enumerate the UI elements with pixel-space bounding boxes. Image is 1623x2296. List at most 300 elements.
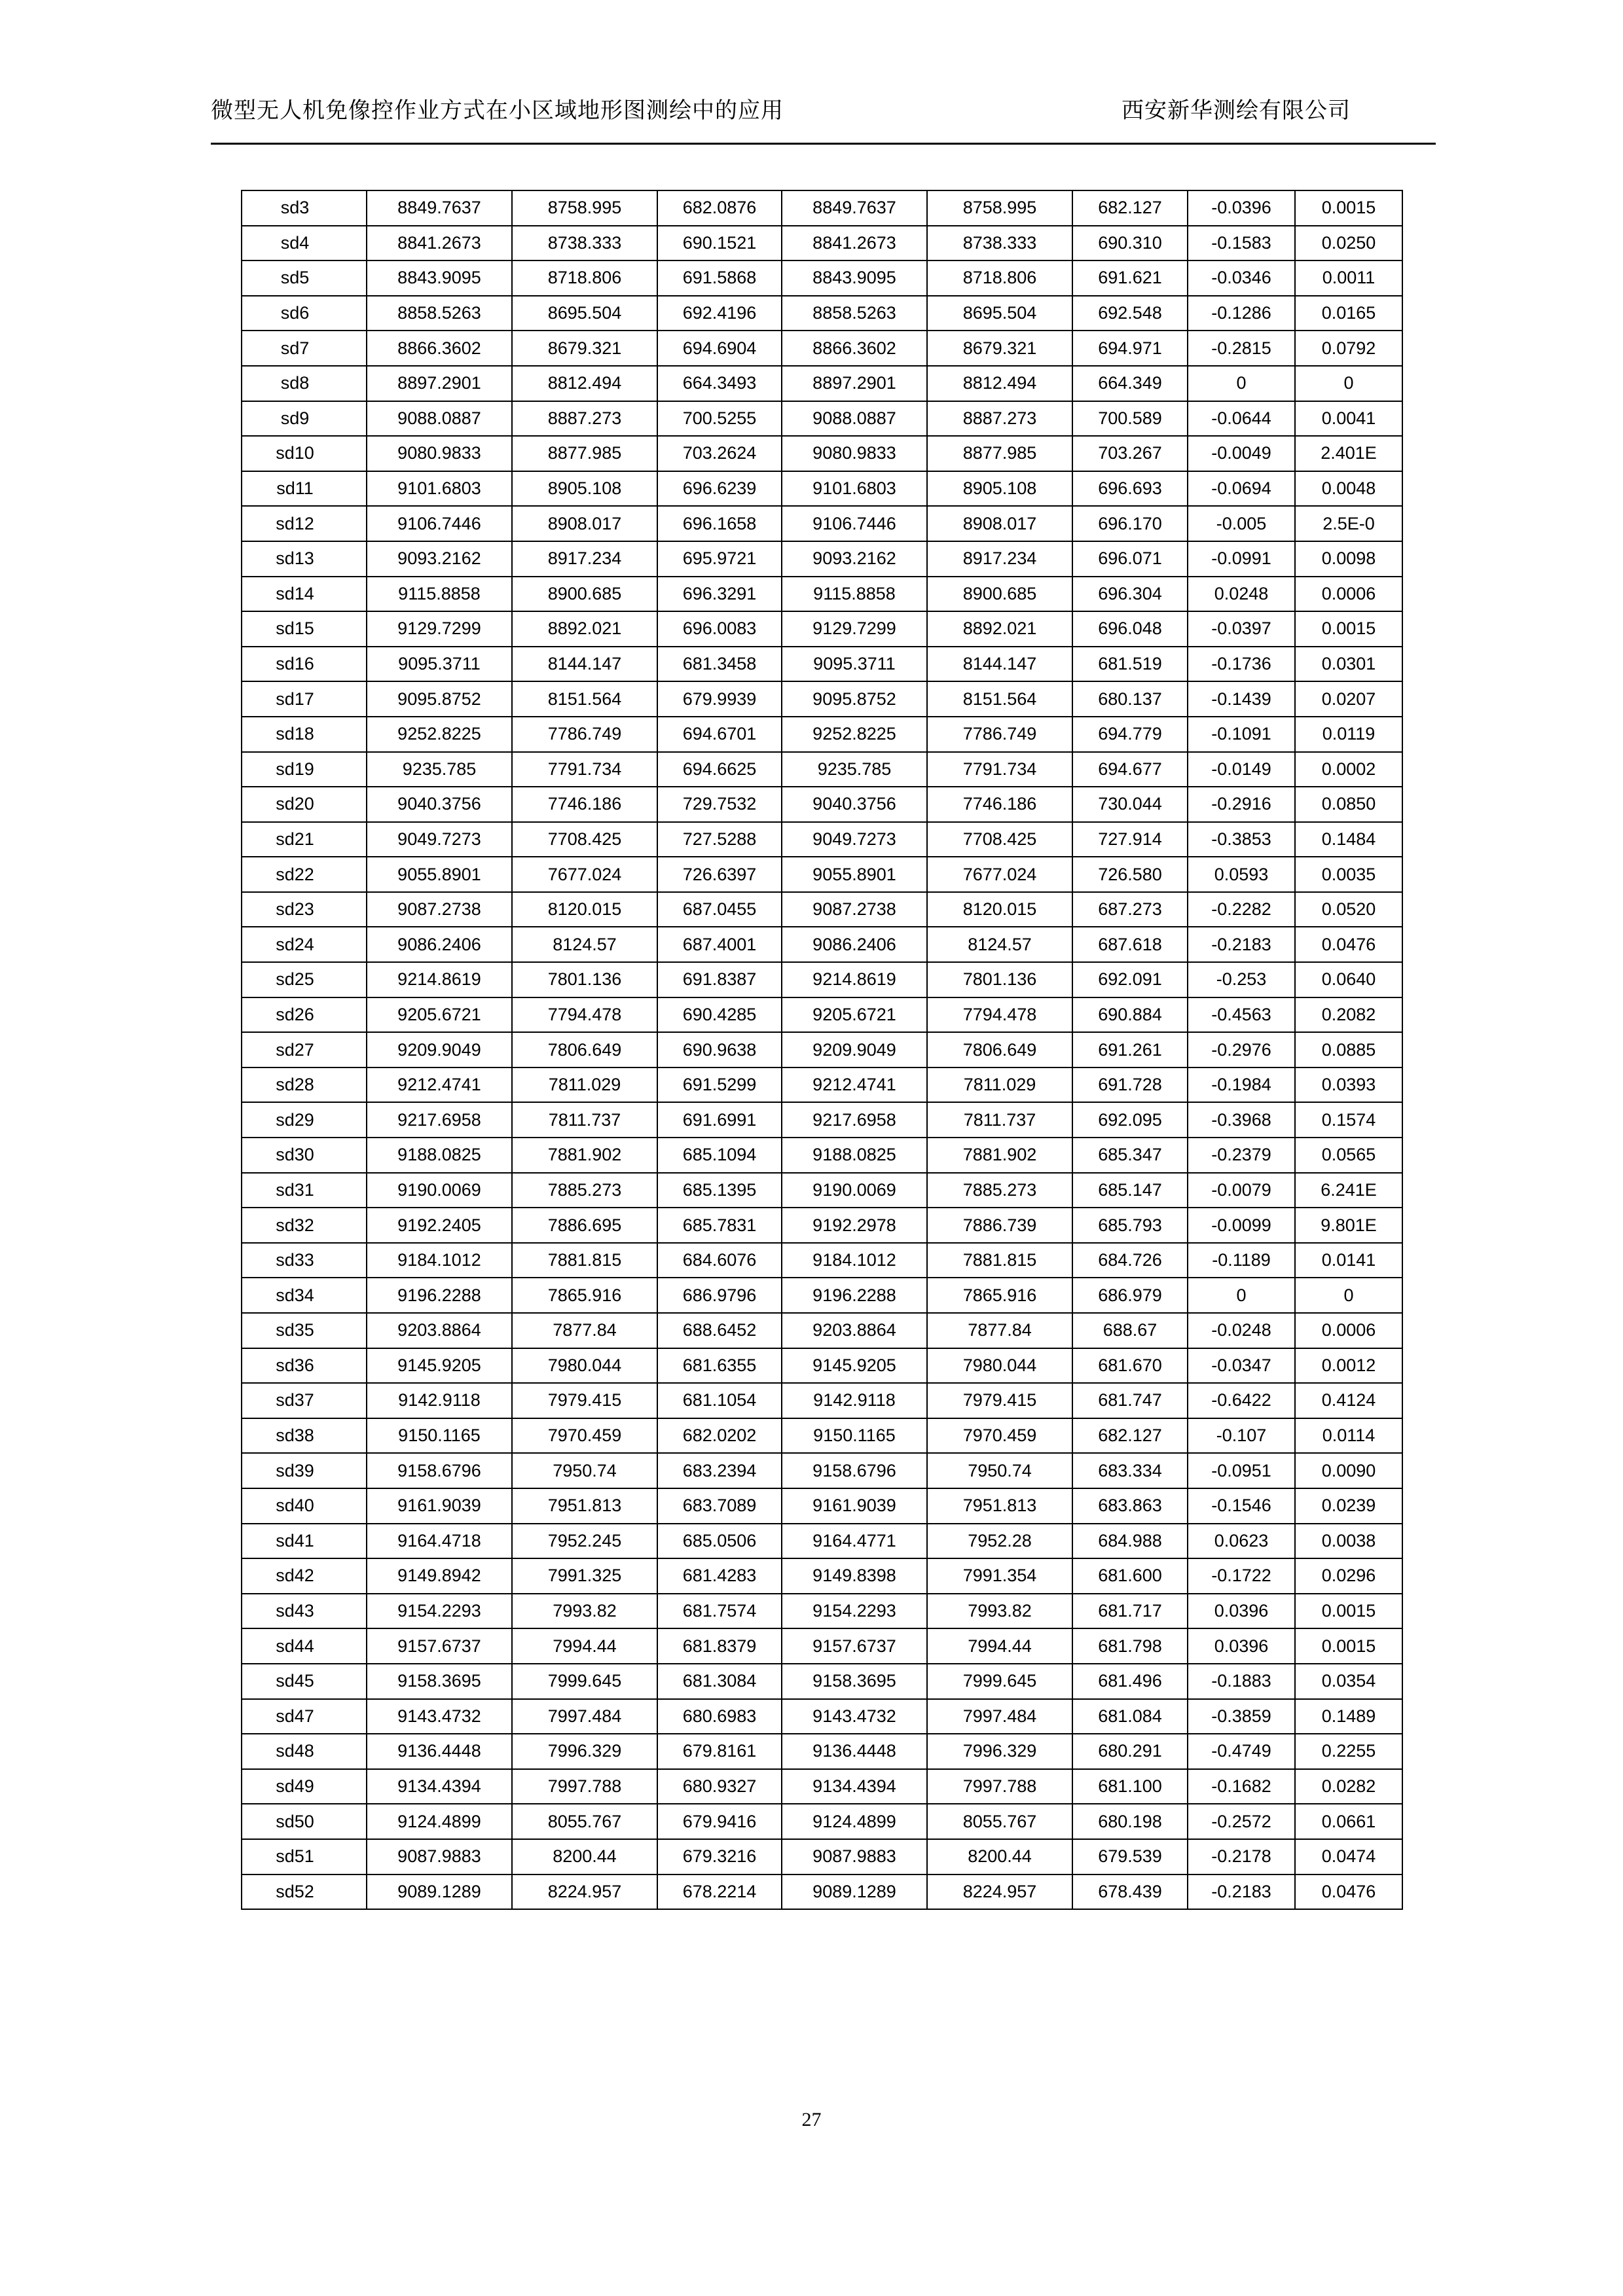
cell-point-id: sd34 bbox=[242, 1278, 367, 1313]
cell-value: 8120.015 bbox=[512, 892, 657, 927]
running-header bbox=[211, 98, 1436, 125]
cell-value: 9184.1012 bbox=[782, 1243, 927, 1278]
table-row bbox=[242, 1032, 1402, 1067]
cell-value: 685.0506 bbox=[657, 1524, 782, 1559]
table-row bbox=[242, 962, 1402, 997]
table-row bbox=[242, 1524, 1402, 1559]
cell-value: -0.0346 bbox=[1188, 260, 1295, 296]
cell-point-id: sd35 bbox=[242, 1313, 367, 1348]
cell-value: 9209.9049 bbox=[367, 1032, 512, 1067]
cell-value: 681.717 bbox=[1072, 1594, 1188, 1629]
cell-value: 726.580 bbox=[1072, 857, 1188, 892]
cell-value: 692.4196 bbox=[657, 296, 782, 331]
cell-value: 0.0850 bbox=[1295, 787, 1402, 822]
cell-point-id: sd20 bbox=[242, 787, 367, 822]
cell-value: 9205.6721 bbox=[367, 997, 512, 1033]
cell-value: 7677.024 bbox=[512, 857, 657, 892]
cell-value: 0.0041 bbox=[1295, 401, 1402, 437]
cell-value: 8905.108 bbox=[512, 471, 657, 507]
cell-point-id: sd11 bbox=[242, 471, 367, 507]
table-row bbox=[242, 331, 1402, 366]
cell-value: 688.67 bbox=[1072, 1313, 1188, 1348]
cell-value: 681.3084 bbox=[657, 1664, 782, 1699]
table-row bbox=[242, 1594, 1402, 1629]
cell-value: 0.0165 bbox=[1295, 296, 1402, 331]
cell-value: -0.4563 bbox=[1188, 997, 1295, 1033]
table-row bbox=[242, 1383, 1402, 1418]
cell-value: 0.0141 bbox=[1295, 1243, 1402, 1278]
table-row bbox=[242, 927, 1402, 962]
cell-value: 703.267 bbox=[1072, 436, 1188, 471]
cell-value: 7886.739 bbox=[927, 1208, 1072, 1243]
cell-value: 9101.6803 bbox=[367, 471, 512, 507]
cell-value: 0.0476 bbox=[1295, 1874, 1402, 1910]
cell-value: 9134.4394 bbox=[367, 1769, 512, 1804]
cell-value: 9164.4771 bbox=[782, 1524, 927, 1559]
table-row bbox=[242, 1102, 1402, 1138]
cell-value: 7950.74 bbox=[927, 1453, 1072, 1488]
cell-point-id: sd15 bbox=[242, 611, 367, 647]
cell-value: 8849.7637 bbox=[367, 190, 512, 226]
cell-value: 9158.3695 bbox=[782, 1664, 927, 1699]
cell-value: 680.9327 bbox=[657, 1769, 782, 1804]
cell-value: 0.0661 bbox=[1295, 1804, 1402, 1839]
cell-value: 682.127 bbox=[1072, 190, 1188, 226]
cell-value: 9089.1289 bbox=[782, 1874, 927, 1910]
cell-value: 9086.2406 bbox=[782, 927, 927, 962]
cell-value: 0.0520 bbox=[1295, 892, 1402, 927]
cell-value: 0.0474 bbox=[1295, 1839, 1402, 1874]
table-row bbox=[242, 1067, 1402, 1103]
cell-value: 9106.7446 bbox=[367, 506, 512, 541]
cell-value: 679.539 bbox=[1072, 1839, 1188, 1874]
cell-point-id: sd30 bbox=[242, 1138, 367, 1173]
cell-value: 681.8379 bbox=[657, 1628, 782, 1664]
cell-value: 696.170 bbox=[1072, 506, 1188, 541]
cell-value: 9212.4741 bbox=[367, 1067, 512, 1103]
table-row bbox=[242, 190, 1402, 226]
cell-value: 7980.044 bbox=[512, 1348, 657, 1384]
cell-value: -0.0397 bbox=[1188, 611, 1295, 647]
table-row bbox=[242, 611, 1402, 647]
cell-value: 8917.234 bbox=[927, 541, 1072, 577]
cell-value: 694.971 bbox=[1072, 331, 1188, 366]
cell-value: 703.2624 bbox=[657, 436, 782, 471]
table-row bbox=[242, 1558, 1402, 1594]
cell-value: 0.0396 bbox=[1188, 1628, 1295, 1664]
cell-value: 9217.6958 bbox=[782, 1102, 927, 1138]
cell-value: -0.1439 bbox=[1188, 681, 1295, 717]
cell-value: 7811.737 bbox=[927, 1102, 1072, 1138]
table-row bbox=[242, 471, 1402, 507]
cell-value: 8738.333 bbox=[512, 226, 657, 261]
cell-value: 687.0455 bbox=[657, 892, 782, 927]
cell-value: 681.3458 bbox=[657, 647, 782, 682]
table-row bbox=[242, 892, 1402, 927]
cell-value: 9136.4448 bbox=[782, 1734, 927, 1769]
header-document-title: 微型无人机免像控作业方式在小区域地形图测绘中的应用 bbox=[211, 99, 784, 123]
cell-value: 7951.813 bbox=[927, 1488, 1072, 1524]
cell-value: 7881.815 bbox=[927, 1243, 1072, 1278]
cell-value: 0.2082 bbox=[1295, 997, 1402, 1033]
cell-value: 7979.415 bbox=[512, 1383, 657, 1418]
cell-value: 696.6239 bbox=[657, 471, 782, 507]
cell-point-id: sd33 bbox=[242, 1243, 367, 1278]
cell-value: 0.0119 bbox=[1295, 717, 1402, 752]
cell-point-id: sd21 bbox=[242, 822, 367, 857]
cell-value: -0.1091 bbox=[1188, 717, 1295, 752]
cell-value: 694.6904 bbox=[657, 331, 782, 366]
cell-value: -0.0079 bbox=[1188, 1173, 1295, 1208]
page-number: 27 bbox=[801, 2109, 822, 2130]
cell-value: -0.4749 bbox=[1188, 1734, 1295, 1769]
cell-value: 9087.9883 bbox=[367, 1839, 512, 1874]
cell-value: 691.8387 bbox=[657, 962, 782, 997]
cell-value: 730.044 bbox=[1072, 787, 1188, 822]
cell-point-id: sd10 bbox=[242, 436, 367, 471]
cell-value: 9188.0825 bbox=[367, 1138, 512, 1173]
cell-value: 9093.2162 bbox=[367, 541, 512, 577]
cell-value: 682.127 bbox=[1072, 1418, 1188, 1454]
cell-value: -0.0149 bbox=[1188, 752, 1295, 787]
cell-value: 7980.044 bbox=[927, 1348, 1072, 1384]
cell-value: 8679.321 bbox=[512, 331, 657, 366]
cell-value: 696.1658 bbox=[657, 506, 782, 541]
cell-value: 9196.2288 bbox=[782, 1278, 927, 1313]
cell-value: 9101.6803 bbox=[782, 471, 927, 507]
cell-value: 683.7089 bbox=[657, 1488, 782, 1524]
cell-value: 7996.329 bbox=[512, 1734, 657, 1769]
table-row bbox=[242, 1348, 1402, 1384]
cell-value: 8055.767 bbox=[927, 1804, 1072, 1839]
cell-value: -0.2976 bbox=[1188, 1032, 1295, 1067]
cell-value: 0.0006 bbox=[1295, 1313, 1402, 1348]
cell-value: 7996.329 bbox=[927, 1734, 1072, 1769]
cell-value: 9089.1289 bbox=[367, 1874, 512, 1910]
cell-value: 0 bbox=[1295, 1278, 1402, 1313]
table-row bbox=[242, 1874, 1402, 1910]
cell-value: -0.253 bbox=[1188, 962, 1295, 997]
cell-value: 9115.8858 bbox=[782, 577, 927, 612]
cell-value: 8877.985 bbox=[927, 436, 1072, 471]
cell-value: 0 bbox=[1295, 366, 1402, 401]
cell-point-id: sd50 bbox=[242, 1804, 367, 1839]
cell-value: -0.3968 bbox=[1188, 1102, 1295, 1138]
cell-value: 8151.564 bbox=[512, 681, 657, 717]
cell-value: 680.137 bbox=[1072, 681, 1188, 717]
cell-point-id: sd18 bbox=[242, 717, 367, 752]
table-row bbox=[242, 506, 1402, 541]
cell-value: 9106.7446 bbox=[782, 506, 927, 541]
cell-value: 8124.57 bbox=[927, 927, 1072, 962]
cell-value: 9157.6737 bbox=[367, 1628, 512, 1664]
cell-value: 9040.3756 bbox=[782, 787, 927, 822]
cell-value: 9188.0825 bbox=[782, 1138, 927, 1173]
cell-value: 7881.902 bbox=[512, 1138, 657, 1173]
cell-value: 8758.995 bbox=[927, 190, 1072, 226]
cell-value: 9192.2405 bbox=[367, 1208, 512, 1243]
cell-value: 9095.8752 bbox=[782, 681, 927, 717]
cell-point-id: sd49 bbox=[242, 1769, 367, 1804]
cell-value: 687.4001 bbox=[657, 927, 782, 962]
cell-value: 681.747 bbox=[1072, 1383, 1188, 1418]
cell-value: 684.6076 bbox=[657, 1243, 782, 1278]
cell-value: 0.0015 bbox=[1295, 1594, 1402, 1629]
cell-value: 681.1054 bbox=[657, 1383, 782, 1418]
cell-point-id: sd41 bbox=[242, 1524, 367, 1559]
cell-value: 0.0114 bbox=[1295, 1418, 1402, 1454]
cell-value: 8144.147 bbox=[927, 647, 1072, 682]
cell-value: 7991.354 bbox=[927, 1558, 1072, 1594]
cell-value: 691.5299 bbox=[657, 1067, 782, 1103]
table-row bbox=[242, 1839, 1402, 1874]
cell-value: 694.6625 bbox=[657, 752, 782, 787]
cell-value: 9252.8225 bbox=[782, 717, 927, 752]
cell-point-id: sd23 bbox=[242, 892, 367, 927]
table-row bbox=[242, 1628, 1402, 1664]
cell-point-id: sd7 bbox=[242, 331, 367, 366]
cell-value: 690.1521 bbox=[657, 226, 782, 261]
cell-value: 8892.021 bbox=[512, 611, 657, 647]
cell-value: 0.0035 bbox=[1295, 857, 1402, 892]
cell-value: 9134.4394 bbox=[782, 1769, 927, 1804]
cell-value: 8718.806 bbox=[927, 260, 1072, 296]
cell-value: 0 bbox=[1188, 366, 1295, 401]
cell-value: -0.0644 bbox=[1188, 401, 1295, 437]
table-row bbox=[242, 1453, 1402, 1488]
cell-value: 9088.0887 bbox=[367, 401, 512, 437]
table-row bbox=[242, 1769, 1402, 1804]
cell-value: 727.5288 bbox=[657, 822, 782, 857]
cell-value: 679.9939 bbox=[657, 681, 782, 717]
cell-value: 664.3493 bbox=[657, 366, 782, 401]
cell-value: 695.9721 bbox=[657, 541, 782, 577]
cell-value: 8695.504 bbox=[512, 296, 657, 331]
cell-value: 9055.8901 bbox=[782, 857, 927, 892]
table-row bbox=[242, 822, 1402, 857]
cell-point-id: sd8 bbox=[242, 366, 367, 401]
cell-value: 9149.8942 bbox=[367, 1558, 512, 1594]
cell-value: 8908.017 bbox=[512, 506, 657, 541]
cell-value: 7991.325 bbox=[512, 1558, 657, 1594]
cell-value: 9087.9883 bbox=[782, 1839, 927, 1874]
cell-value: 9145.9205 bbox=[367, 1348, 512, 1384]
cell-value: 7886.695 bbox=[512, 1208, 657, 1243]
cell-value: 691.6991 bbox=[657, 1102, 782, 1138]
table-row bbox=[242, 1208, 1402, 1243]
table-row bbox=[242, 296, 1402, 331]
cell-value: 679.8161 bbox=[657, 1734, 782, 1769]
cell-value: 691.728 bbox=[1072, 1067, 1188, 1103]
cell-value: 9095.3711 bbox=[782, 647, 927, 682]
cell-value: 0.1484 bbox=[1295, 822, 1402, 857]
cell-point-id: sd48 bbox=[242, 1734, 367, 1769]
cell-value: 8718.806 bbox=[512, 260, 657, 296]
cell-value: 0.0296 bbox=[1295, 1558, 1402, 1594]
cell-value: -0.2815 bbox=[1188, 331, 1295, 366]
cell-value: -0.1546 bbox=[1188, 1488, 1295, 1524]
cell-value: 9093.2162 bbox=[782, 541, 927, 577]
cell-value: -0.2572 bbox=[1188, 1804, 1295, 1839]
cell-value: 9158.6796 bbox=[367, 1453, 512, 1488]
cell-value: 0.0250 bbox=[1295, 226, 1402, 261]
cell-value: 7786.749 bbox=[927, 717, 1072, 752]
cell-value: -0.0396 bbox=[1188, 190, 1295, 226]
table-row bbox=[242, 541, 1402, 577]
cell-value: 9142.9118 bbox=[367, 1383, 512, 1418]
cell-value: 8695.504 bbox=[927, 296, 1072, 331]
cell-value: 7881.902 bbox=[927, 1138, 1072, 1173]
cell-value: -0.0951 bbox=[1188, 1453, 1295, 1488]
table-row bbox=[242, 752, 1402, 787]
cell-value: 8812.494 bbox=[512, 366, 657, 401]
cell-value: 696.0083 bbox=[657, 611, 782, 647]
cell-value: 685.7831 bbox=[657, 1208, 782, 1243]
cell-value: 9080.9833 bbox=[782, 436, 927, 471]
cell-point-id: sd9 bbox=[242, 401, 367, 437]
cell-value: -0.0049 bbox=[1188, 436, 1295, 471]
cell-point-id: sd36 bbox=[242, 1348, 367, 1384]
cell-value: 7885.273 bbox=[512, 1173, 657, 1208]
cell-value: 664.349 bbox=[1072, 366, 1188, 401]
cell-value: 8858.5263 bbox=[782, 296, 927, 331]
cell-value: 9150.1165 bbox=[367, 1418, 512, 1454]
cell-point-id: sd52 bbox=[242, 1874, 367, 1910]
cell-value: 688.6452 bbox=[657, 1313, 782, 1348]
cell-value: 696.693 bbox=[1072, 471, 1188, 507]
cell-value: 0.0792 bbox=[1295, 331, 1402, 366]
cell-value: 678.2214 bbox=[657, 1874, 782, 1910]
table-row bbox=[242, 787, 1402, 822]
cell-value: 685.1094 bbox=[657, 1138, 782, 1173]
cell-point-id: sd25 bbox=[242, 962, 367, 997]
cell-value: 683.334 bbox=[1072, 1453, 1188, 1488]
cell-value: 7806.649 bbox=[927, 1032, 1072, 1067]
cell-value: 7746.186 bbox=[512, 787, 657, 822]
cell-value: 8124.57 bbox=[512, 927, 657, 962]
cell-value: 9150.1165 bbox=[782, 1418, 927, 1454]
cell-value: 681.100 bbox=[1072, 1769, 1188, 1804]
cell-value: 7811.737 bbox=[512, 1102, 657, 1138]
cell-value: 700.5255 bbox=[657, 401, 782, 437]
cell-value: 690.9638 bbox=[657, 1032, 782, 1067]
cell-value: 7801.136 bbox=[927, 962, 1072, 997]
cell-value: 7881.815 bbox=[512, 1243, 657, 1278]
cell-value: 0.0282 bbox=[1295, 1769, 1402, 1804]
table-row bbox=[242, 260, 1402, 296]
cell-value: -0.3853 bbox=[1188, 822, 1295, 857]
cell-value: 7951.813 bbox=[512, 1488, 657, 1524]
cell-value: 696.048 bbox=[1072, 611, 1188, 647]
table-row bbox=[242, 1243, 1402, 1278]
cell-point-id: sd44 bbox=[242, 1628, 367, 1664]
cell-value: 682.0876 bbox=[657, 190, 782, 226]
table-row bbox=[242, 366, 1402, 401]
cell-value: 700.589 bbox=[1072, 401, 1188, 437]
cell-value: 7786.749 bbox=[512, 717, 657, 752]
cell-value: 9203.8864 bbox=[782, 1313, 927, 1348]
cell-value: 7865.916 bbox=[927, 1278, 1072, 1313]
cell-value: 7708.425 bbox=[512, 822, 657, 857]
cell-value: 690.884 bbox=[1072, 997, 1188, 1033]
cell-point-id: sd16 bbox=[242, 647, 367, 682]
cell-value: 7997.788 bbox=[927, 1769, 1072, 1804]
cell-value: 696.071 bbox=[1072, 541, 1188, 577]
cell-value: 7952.28 bbox=[927, 1524, 1072, 1559]
cell-value: 6.241E bbox=[1295, 1173, 1402, 1208]
cell-value: 7801.136 bbox=[512, 962, 657, 997]
cell-value: 0.0038 bbox=[1295, 1524, 1402, 1559]
cell-value: 681.496 bbox=[1072, 1664, 1188, 1699]
page-footer bbox=[0, 2109, 1623, 2131]
cell-value: 681.7574 bbox=[657, 1594, 782, 1629]
cell-value: 8055.767 bbox=[512, 1804, 657, 1839]
cell-point-id: sd45 bbox=[242, 1664, 367, 1699]
cell-value: 9087.2738 bbox=[782, 892, 927, 927]
cell-value: -0.0347 bbox=[1188, 1348, 1295, 1384]
cell-value: 8877.985 bbox=[512, 436, 657, 471]
cell-point-id: sd42 bbox=[242, 1558, 367, 1594]
cell-value: 683.863 bbox=[1072, 1488, 1188, 1524]
cell-value: 8905.108 bbox=[927, 471, 1072, 507]
cell-value: 9136.4448 bbox=[367, 1734, 512, 1769]
table-row bbox=[242, 1278, 1402, 1313]
cell-value: 9154.2293 bbox=[782, 1594, 927, 1629]
cell-value: 2.401E bbox=[1295, 436, 1402, 471]
table-row bbox=[242, 1804, 1402, 1839]
cell-value: -0.1286 bbox=[1188, 296, 1295, 331]
cell-value: 8897.2901 bbox=[367, 366, 512, 401]
cell-value: 9235.785 bbox=[782, 752, 927, 787]
cell-value: 686.979 bbox=[1072, 1278, 1188, 1313]
table-row bbox=[242, 1313, 1402, 1348]
cell-value: 7865.916 bbox=[512, 1278, 657, 1313]
cell-value: -0.3859 bbox=[1188, 1699, 1295, 1734]
cell-value: 685.1395 bbox=[657, 1173, 782, 1208]
cell-value: 9161.9039 bbox=[782, 1488, 927, 1524]
cell-value: 687.618 bbox=[1072, 927, 1188, 962]
cell-value: 9217.6958 bbox=[367, 1102, 512, 1138]
cell-value: 9124.4899 bbox=[367, 1804, 512, 1839]
cell-value: 680.6983 bbox=[657, 1699, 782, 1734]
cell-value: 9190.0069 bbox=[782, 1173, 927, 1208]
cell-value: 9055.8901 bbox=[367, 857, 512, 892]
coordinate-comparison-table-wrapper bbox=[241, 190, 1402, 1910]
cell-value: 9088.0887 bbox=[782, 401, 927, 437]
cell-value: -0.0099 bbox=[1188, 1208, 1295, 1243]
cell-value: 7877.84 bbox=[512, 1313, 657, 1348]
table-row bbox=[242, 401, 1402, 437]
cell-value: 0.0593 bbox=[1188, 857, 1295, 892]
cell-value: 9154.2293 bbox=[367, 1594, 512, 1629]
cell-value: 9214.8619 bbox=[782, 962, 927, 997]
cell-value: 8200.44 bbox=[512, 1839, 657, 1874]
cell-value: 8224.957 bbox=[927, 1874, 1072, 1910]
table-row bbox=[242, 717, 1402, 752]
cell-value: 9129.7299 bbox=[367, 611, 512, 647]
cell-value: 7677.024 bbox=[927, 857, 1072, 892]
cell-value: 686.9796 bbox=[657, 1278, 782, 1313]
cell-value: -0.1189 bbox=[1188, 1243, 1295, 1278]
cell-value: 9209.9049 bbox=[782, 1032, 927, 1067]
cell-value: 7979.415 bbox=[927, 1383, 1072, 1418]
cell-value: 7999.645 bbox=[927, 1664, 1072, 1699]
cell-value: 8120.015 bbox=[927, 892, 1072, 927]
cell-value: -0.0248 bbox=[1188, 1313, 1295, 1348]
cell-value: 685.793 bbox=[1072, 1208, 1188, 1243]
table-row bbox=[242, 577, 1402, 612]
cell-value: 682.0202 bbox=[657, 1418, 782, 1454]
